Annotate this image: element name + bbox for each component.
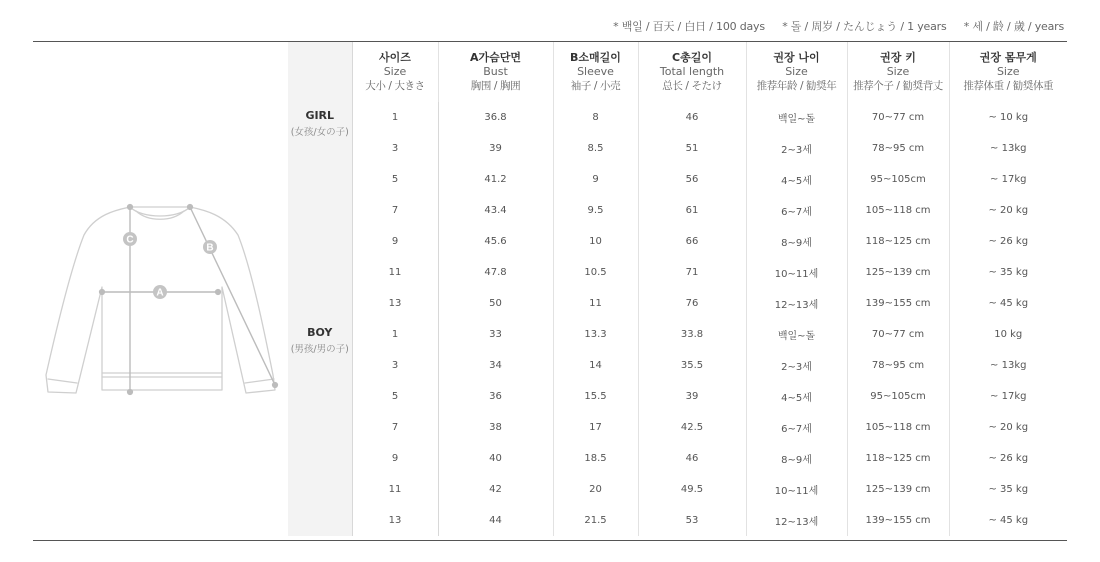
table-cell: 1 (352, 319, 438, 350)
table-cell: 12~13세 (746, 288, 847, 319)
table-cell: 11 (352, 257, 438, 288)
header-cj: 袖子 / 小売 (570, 80, 621, 92)
table-cell: 41.2 (438, 164, 553, 195)
label-a: A (156, 287, 164, 299)
table-cell: ~ 10 kg (988, 112, 1029, 123)
note-1-year: * 돌 / 周岁 / たんじょう / 1 years (782, 20, 947, 33)
table-cell: 백일~돌 (746, 319, 847, 350)
header-cj: 推荐个子 / 勧奨背丈 (853, 80, 943, 92)
group-subtitle: (女孩/女の子) (290, 127, 349, 138)
header-cell (847, 42, 949, 102)
table-cell: ~ 13kg (990, 360, 1027, 371)
table-cell: 105~118 cm (847, 412, 949, 443)
table-row (288, 195, 1067, 226)
table-row (288, 443, 1067, 474)
header-en: Total length (659, 65, 725, 78)
table-cell: 4~5세 (746, 164, 847, 195)
header-en: Bust (483, 65, 508, 78)
table-cell: 70~77 cm (847, 319, 949, 350)
table-cell: 8.5 (553, 133, 638, 164)
table-cell: 10~11세 (746, 257, 847, 288)
table-cell: 45.6 (438, 226, 553, 257)
label-c: C (126, 234, 134, 246)
table-cell: 백일~돌 (746, 102, 847, 133)
table-cell: ~ 26 kg (988, 236, 1029, 247)
table-cell: 71 (638, 257, 746, 288)
table-cell: ~ 20 kg (988, 205, 1029, 216)
table-cell: 1 (352, 102, 438, 133)
table-cell: 50 (438, 288, 553, 319)
table-cell: 61 (638, 195, 746, 226)
group-girl (288, 102, 352, 319)
table-cell: ~ 17kg (990, 391, 1027, 402)
table-cell: 139~155 cm (847, 505, 949, 536)
table-body (288, 102, 1067, 536)
header-cell (438, 42, 553, 102)
table-cell: 6~7세 (746, 412, 847, 443)
header-cell (949, 42, 1067, 102)
group-name: GIRL (305, 109, 335, 122)
table-cell: 47.8 (438, 257, 553, 288)
table-cell: 9 (352, 226, 438, 257)
table-row (288, 102, 1067, 133)
table-row (288, 226, 1067, 257)
table-cell: 56 (638, 164, 746, 195)
table-cell: 7 (352, 195, 438, 226)
table-cell: 21.5 (553, 505, 638, 536)
table-cell: 5 (352, 381, 438, 412)
table-cell: ~ 26 kg (988, 453, 1029, 464)
table-cell: 20 (553, 474, 638, 505)
table-cell: 33 (438, 319, 553, 350)
size-notes (599, 18, 1064, 34)
header-kr: B소매길이 (570, 51, 621, 64)
header-cell (746, 42, 847, 102)
table-cell: 10~11세 (746, 474, 847, 505)
table-cell: 125~139 cm (847, 257, 949, 288)
header-kr: 권장 몸무게 (979, 51, 1037, 64)
header-cj: 推荐体重 / 勧奨体重 (963, 80, 1054, 92)
table-cell: 39 (638, 381, 746, 412)
table-row (288, 381, 1067, 412)
table-cell: 36 (438, 381, 553, 412)
table-row (288, 164, 1067, 195)
header-kr: 권장 키 (880, 51, 916, 64)
table-cell: 10 kg (994, 329, 1023, 340)
header-cell (288, 42, 352, 102)
table-cell: 78~95 cm (847, 133, 949, 164)
table-cell: 95~105cm (847, 381, 949, 412)
table-cell: ~ 35 kg (988, 484, 1029, 495)
header-en: Size (383, 65, 407, 78)
table-cell: ~ 13kg (990, 143, 1027, 154)
table-cell: 8~9세 (746, 226, 847, 257)
table-cell: 78~95 cm (847, 350, 949, 381)
header-kr: 권장 나이 (773, 51, 820, 64)
table-row (288, 505, 1067, 536)
table-cell: 46 (638, 102, 746, 133)
table-cell: 13 (352, 505, 438, 536)
sweatshirt-measurement-diagram (40, 195, 285, 405)
table-cell: 49.5 (638, 474, 746, 505)
header-kr: A가슴단면 (469, 51, 522, 64)
table-cell: 34 (438, 350, 553, 381)
table-cell: 42.5 (638, 412, 746, 443)
header-cell (553, 42, 638, 102)
table-cell: 15.5 (553, 381, 638, 412)
table-cell: 7 (352, 412, 438, 443)
table-cell: 2~3세 (746, 133, 847, 164)
note-100-days: * 백일 / 百天 / 白日 / 100 days (613, 20, 765, 33)
table-cell: 8~9세 (746, 443, 847, 474)
header-en: Size (996, 65, 1020, 78)
table-cell: ~ 45 kg (988, 298, 1029, 309)
table-cell: 125~139 cm (847, 474, 949, 505)
header-cell (352, 42, 438, 102)
table-cell: 43.4 (438, 195, 553, 226)
table-cell: 8 (553, 102, 638, 133)
table-cell: 105~118 cm (847, 195, 949, 226)
group-name: BOY (307, 326, 333, 339)
table-cell: ~ 35 kg (988, 267, 1029, 278)
table-cell: 10 (553, 226, 638, 257)
table-cell: 2~3세 (746, 350, 847, 381)
header-en: Sleeve (577, 65, 614, 78)
table-cell: 9.5 (553, 195, 638, 226)
table-cell: 118~125 cm (847, 226, 949, 257)
table-cell: 4~5세 (746, 381, 847, 412)
header-kr: C총길이 (672, 51, 712, 64)
table-row (288, 350, 1067, 381)
table-row (288, 412, 1067, 443)
header-cj: 大小 / 大きさ (365, 80, 425, 92)
table-row (288, 257, 1067, 288)
header-en: Size (886, 65, 910, 78)
table-cell: ~ 45 kg (988, 515, 1029, 526)
table-cell: 66 (638, 226, 746, 257)
table-row (288, 319, 1067, 350)
table-cell: 11 (553, 288, 638, 319)
note-years: * 세 / 龄 / 歲 / years (963, 20, 1064, 33)
table-cell: 51 (638, 133, 746, 164)
table-cell: ~ 20 kg (988, 422, 1029, 433)
table-cell: 3 (352, 350, 438, 381)
table-cell: 3 (352, 133, 438, 164)
table-cell: 17 (553, 412, 638, 443)
header-cj: 总长 / そたけ (662, 80, 722, 92)
table-row (288, 133, 1067, 164)
table-cell: 5 (352, 164, 438, 195)
table-cell: 33.8 (638, 319, 746, 350)
group-subtitle: (男孩/男の子) (290, 344, 349, 355)
table-cell: 44 (438, 505, 553, 536)
table-cell: 13.3 (553, 319, 638, 350)
table-row (288, 474, 1067, 505)
table-cell: 9 (352, 443, 438, 474)
label-b: B (206, 242, 214, 254)
table-cell: 38 (438, 412, 553, 443)
group-boy (288, 319, 352, 536)
table-cell: 12~13세 (746, 505, 847, 536)
header-en: Size (785, 65, 808, 78)
table-cell: 11 (352, 474, 438, 505)
table-cell: 36.8 (438, 102, 553, 133)
table-cell: 139~155 cm (847, 288, 949, 319)
table-cell: 118~125 cm (847, 443, 949, 474)
header-cj: 推荐年龄 / 勧奨年 (756, 80, 837, 92)
table-cell: 42 (438, 474, 553, 505)
table-header (288, 42, 1067, 102)
table-cell: 53 (638, 505, 746, 536)
table-cell: 6~7세 (746, 195, 847, 226)
bottom-rule (33, 540, 1067, 541)
header-cj: 胸围 / 胸囲 (470, 80, 521, 92)
table-cell: 13 (352, 288, 438, 319)
table-row (288, 288, 1067, 319)
table-cell: 76 (638, 288, 746, 319)
table-cell: 35.5 (638, 350, 746, 381)
table-cell: 39 (438, 133, 553, 164)
table-cell: 95~105cm (847, 164, 949, 195)
table-cell: 14 (553, 350, 638, 381)
table-cell: 70~77 cm (847, 102, 949, 133)
table-cell: ~ 17kg (990, 174, 1027, 185)
table-cell: 40 (438, 443, 553, 474)
table-cell: 46 (638, 443, 746, 474)
header-cell (638, 42, 746, 102)
size-chart-table (288, 42, 1067, 536)
header-kr: 사이즈 (379, 51, 411, 64)
table-cell: 9 (553, 164, 638, 195)
table-cell: 10.5 (553, 257, 638, 288)
table-cell: 18.5 (553, 443, 638, 474)
